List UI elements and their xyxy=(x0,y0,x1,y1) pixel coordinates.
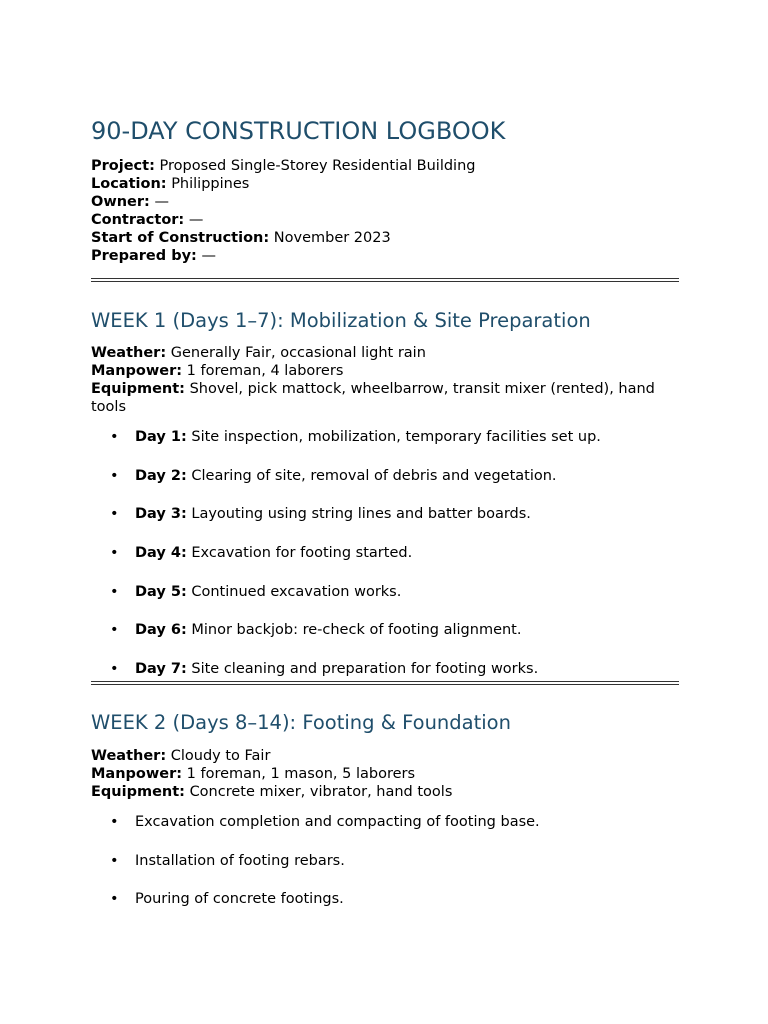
start-label: Start of Construction: xyxy=(91,230,270,246)
location-value: Philippines xyxy=(171,176,250,192)
week-1-details xyxy=(91,344,679,416)
day-label: Day 2: xyxy=(135,467,187,484)
day-label: Day 1: xyxy=(135,429,187,445)
equipment-line xyxy=(91,380,679,416)
project-line xyxy=(91,157,679,175)
day-text: Clearing of site, removal of debris and vegetation. xyxy=(191,467,557,484)
weather-value: Generally Fair, occasional light rain xyxy=(170,345,426,361)
prepared-label: Prepared by: xyxy=(91,248,197,264)
day-text: Site inspection, mobilization, temporary facilities set up. xyxy=(191,429,601,445)
day-text: Continued excavation works. xyxy=(191,583,402,600)
equipment-value: Shovel, pick mattock, wheelbarrow, transit mixer (rented), hand tools xyxy=(91,381,655,415)
list-item xyxy=(91,621,679,660)
day-label: Day 6: xyxy=(135,622,187,639)
list-item xyxy=(91,505,679,544)
list-item xyxy=(91,544,679,583)
day-text: Minor backjob: re-check of footing alignment. xyxy=(191,622,522,639)
list-item xyxy=(91,852,679,891)
owner-value: — xyxy=(154,194,169,210)
owner-label: Owner: xyxy=(91,194,150,210)
manpower-value: 1 foreman, 4 laborers xyxy=(186,363,344,379)
day-label: Day 5: xyxy=(135,583,187,600)
bullet: • xyxy=(110,622,119,639)
location-label: Location: xyxy=(91,176,167,192)
task-text: Pouring of concrete footings. xyxy=(135,891,344,908)
week-1-day-list xyxy=(91,428,679,699)
section-divider xyxy=(91,681,679,685)
equipment-label: Equipment: xyxy=(91,784,185,800)
project-info xyxy=(91,157,679,265)
week-2-task-list xyxy=(91,813,679,929)
day-label: Day 3: xyxy=(135,506,187,523)
list-item xyxy=(91,428,679,467)
contractor-line xyxy=(91,211,679,229)
manpower-line xyxy=(91,765,679,783)
prepared-value: — xyxy=(201,248,216,264)
weather-line xyxy=(91,344,679,362)
bullet: • xyxy=(110,814,119,830)
manpower-line xyxy=(91,362,679,380)
manpower-label: Manpower: xyxy=(91,766,183,782)
bullet: • xyxy=(110,506,119,523)
equipment-line xyxy=(91,783,679,801)
bullet: • xyxy=(110,583,119,600)
list-item xyxy=(91,467,679,506)
task-text: Excavation completion and compacting of footing base. xyxy=(135,814,540,830)
list-item xyxy=(91,890,679,929)
week-1-heading: WEEK 1 (Days 1–7): Mobilization & Site Preparation xyxy=(91,309,591,332)
start-value: November 2023 xyxy=(273,230,391,246)
location-line xyxy=(91,175,679,193)
contractor-value: — xyxy=(188,212,204,228)
weather-label: Weather: xyxy=(91,748,167,764)
day-text: Site cleaning and preparation for footing works. xyxy=(191,661,539,678)
weather-line xyxy=(91,747,679,765)
bullet: • xyxy=(110,545,119,562)
owner-line xyxy=(91,193,679,211)
day-label: Day 7: xyxy=(135,661,187,678)
equipment-value: Concrete mixer, vibrator, hand tools xyxy=(189,784,453,800)
bullet: • xyxy=(110,467,119,484)
weather-label: Weather: xyxy=(91,345,167,361)
task-text: Installation of footing rebars. xyxy=(135,852,345,869)
day-label: Day 4: xyxy=(135,545,187,562)
project-value: Proposed Single-Storey Residential Building xyxy=(159,158,476,174)
bullet: • xyxy=(110,891,119,908)
manpower-label: Manpower: xyxy=(91,363,183,379)
list-item xyxy=(91,583,679,622)
project-label: Project: xyxy=(91,158,155,174)
document-title: 90-DAY CONSTRUCTION LOGBOOK xyxy=(91,117,506,145)
section-divider xyxy=(91,278,679,282)
day-text: Layouting using string lines and batter boards. xyxy=(191,506,531,523)
bullet: • xyxy=(110,852,119,869)
start-line xyxy=(91,229,679,247)
week-2-heading: WEEK 2 (Days 8–14): Footing & Foundation xyxy=(91,711,511,734)
list-item xyxy=(91,660,679,699)
day-text: Excavation for footing started. xyxy=(191,545,413,562)
weather-value: Cloudy to Fair xyxy=(170,748,271,764)
week-2-details xyxy=(91,747,679,801)
list-item xyxy=(91,813,679,852)
contractor-label: Contractor: xyxy=(91,212,185,228)
bullet: • xyxy=(110,429,119,445)
bullet: • xyxy=(110,661,119,678)
equipment-label: Equipment: xyxy=(91,381,185,397)
manpower-value: 1 foreman, 1 mason, 5 laborers xyxy=(186,766,416,782)
prepared-line xyxy=(91,247,679,265)
